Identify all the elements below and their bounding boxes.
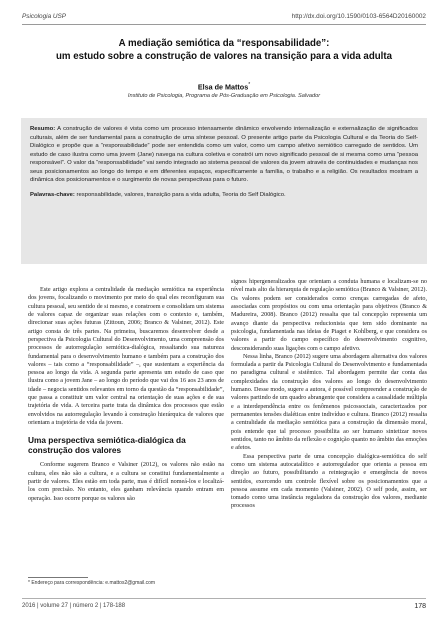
author-affiliation: Instituto de Psicologia, Programa de Pós-Graduação em Psicologia. Salvador xyxy=(127,93,321,99)
left-column xyxy=(28,286,224,503)
title-line-1: A mediação semiótica da “responsabilidade”: xyxy=(118,38,330,49)
paragraph-branco: Nessa linha, Branco (2012) sugere uma abordagem alternativa dos valores formulada a partir da Psicologia Cultural do Desenvolvimento e fundamentada no paradigma cultural e sistêmico. Tal abordagem permite dar conta das complexidades da construção dos valores ao longo do desenvolvimento humano. Desse modo, sugere a autora, é possível compreender a construção de valores partindo de um quadro abrangente que considera a causalidade múltipla e a interdependência entre os fenômenos psicossociais, caracterizados por permanentes tensões dialéticas entre indivíduo e cultura. Branco (2012) ressalta a centralidade da mediação semiótica para a construção da dimensão moral, pois entende que tal processo possibilita ao ser humano sintetizar novos sentidos, tanto no âmbito da reflexão e cognição quanto no âmbito das emoções e afetos. xyxy=(231,353,427,452)
journal-name: Psicologia USP xyxy=(22,12,67,20)
author-name-text: Elsa de Mattos xyxy=(197,82,249,92)
right-column xyxy=(231,278,427,511)
abstract-text xyxy=(30,125,418,185)
issue-info: 2016 | volume 27 | número 2 | 178-188 xyxy=(22,603,126,609)
section-heading: Uma perspectiva semiótica-dialógica da construção dos valores xyxy=(28,435,186,456)
page-footer xyxy=(22,601,426,611)
author-name xyxy=(22,82,426,91)
continued-paragraph: signos hipergeneralizados que orientam a conduta humana e localizam-se no nível mais alto da hierarquia de regulação semiótica (Branco & Valsiner, 2012). Os valores podem ser considerados como crenças carregadas de afeto, associadas com propósitos ou com uma orientação para objetivos (Branco & Madureira, 2008). Branco (2012) ressalta que tal concepção representa um avanço diante da perspectiva reducionista que tem sido dominante na psicologia, fundamentada nas ideias de Piaget e Kohlberg, e que considera os valores a partir do campo específico do desenvolvimento cognitivo, desconsiderando suas ligações com o campo afetivo. xyxy=(231,279,427,352)
page-number: 178 xyxy=(414,602,426,610)
running-header xyxy=(22,10,426,22)
abstract-label: Resumo: xyxy=(30,126,56,132)
author-footnote-mark: * xyxy=(248,82,251,88)
section-paragraph: Conforme sugerem Branco e Valsiner (2012), os valores não estão na cultura, eles não são a cultura, e a cultura se constitui fundamentalmente a partir de valores. Eles estão em toda parte, mas é difícil nomeá-los e localizá-los com precisão. No entanto, eles ganham relevância quando entram em operação. Isso ocorre porque os valores são xyxy=(28,462,224,502)
intro-paragraph: Este artigo explora a centralidade da mediação semiótica na experiência dos jovens, focalizando o movimento por meio do qual eles reconfiguram sua cultura pessoal, seu sentido de si mesmo, e constroem e consolidam um sistema de valores capaz de organizar suas relações com o contexto e, também, direcionar suas ações futuras (Zittoun, 2006; Branco & Valsiner, 2012). Este artigo consta de três partes. Na primeira, buscaremos desenvolver desde a perspectiva da Psicologia Cultural do Desenvolvimento, uma compreensão dos processos de autorregulação semiótica-dialógica, ressaltando sua natureza fundamental para o desenvolvimento humano e também para a construção dos valores – tais como a “responsabilidade” –, que sustentam a experiência da pessoa ao longo da vida. A segunda parte apresenta um estudo de caso que ilustra como a jovem Jane – ao longo do período que vai dos 16 aos 23 anos de idade – negocia sentidos relevantes em torno da questão da “responsabilidade”, que passa a constituir um valor central na orientação de suas ações e de sua trajetória de vida. A terceira parte trata da dinâmica dos processos que estão envolvidos na autorregulação levando à construção hierárquica de valores que orientam a trajetória de vida da jovem. xyxy=(28,287,224,426)
title-line-2: um estudo sobre a construção de valores na transição para a vida adulta xyxy=(56,50,392,62)
footnote: * Endereço para correspondência: e.mattos2@gmail.com xyxy=(28,580,156,586)
footer-divider xyxy=(22,598,426,599)
header-divider xyxy=(22,24,426,25)
keywords xyxy=(30,191,418,200)
doi-link[interactable]: http://dx.doi.org/10.1590/0103-6564D20160002 xyxy=(291,12,426,20)
paragraph-self: Essa perspectiva parte de uma concepção dialógica-semiótica do self como um sistema autocatalítico e autorregulador que orienta a pessoa em direção ao futuro, possibilitando a reintegração e emergência de novos sentidos, exercendo um controle flexível sobre os posicionamentos que a pessoa assume em cada momento (Valsiner, 2002). O self pode, assim, ser tomado como uma instância reguladora da construção dos valores, mediante processos xyxy=(231,453,427,510)
abstract-box xyxy=(21,118,427,264)
article-title xyxy=(22,38,426,64)
abstract-body: A construção de valores é vista como um processo intensamente dinâmico envolvendo internalização e externalização de significados culturais, além de ser fundamental para a construção de uma síntese pessoal. O presente artigo parte da Psicologia Cultural e da Teoria do Self-Dialógico e propõe que a “responsabilidade” pode ser entendida como um valor, como um campo afetivo semiótico carregado de sentidos. Um estudo de caso ilustra como uma jovem (Jane) navega na cultura coletiva e constrói um novo significado pessoal de si mesma como uma “pessoa responsável”. O valor da “responsabilidade” vai sendo integrado ao sistema pessoal de valores da jovem através de continuidades e mudanças nos seus posicionamentos ao longo do tempo e em diferentes espaços, especificamente a família, o trabalho e a religião. Os resultados mostram a dinâmica dos posicionamentos e o surgimento de novas perspectivas para o futuro. xyxy=(30,126,418,183)
keywords-label: Palavras-chave: xyxy=(30,191,75,198)
keywords-list: responsabilidade, valores, transição para a vida adulta, Teoria do Self Dialógico. xyxy=(74,191,286,198)
footnote-divider xyxy=(28,577,88,578)
